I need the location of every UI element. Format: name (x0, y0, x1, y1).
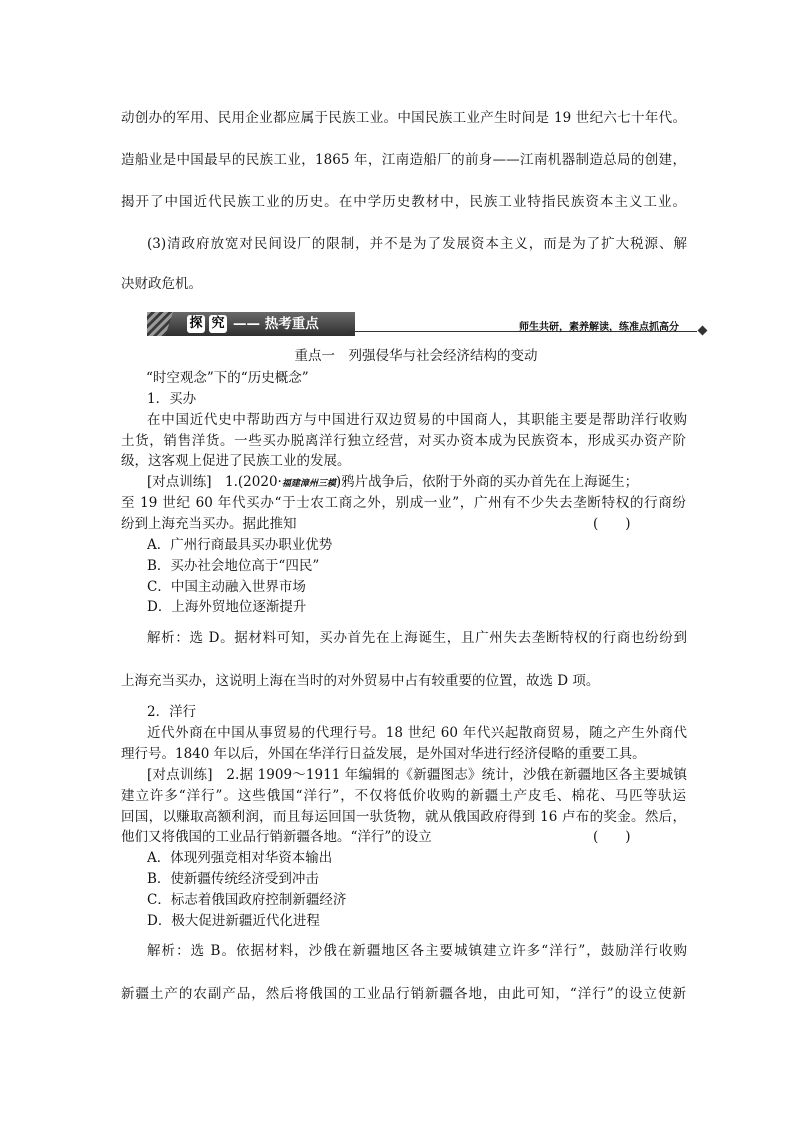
answer-analysis-line: 解析：选 B。依据材料，沙俄在新疆地区各主要城镇建立许多“洋行”，鼓励洋行收购 (147, 943, 687, 959)
question-stem-line: 至 19 世纪 60 年代买办“于士农工商之外，别成一业”，广州有不少失去垄断特权的行商纷 (121, 495, 686, 511)
option-d: D．极大促进新疆近代化进程 (147, 913, 320, 929)
question-stem-line (147, 472, 687, 494)
option-a: A．广州行商最具买办职业优势 (147, 537, 333, 553)
question-stem-line: 建立许多“洋行”。这些俄国“洋行”，不仅将低价收购的新疆土产皮毛、棉花、马匹等驮运 (121, 788, 686, 804)
banner-badge-1: 探 (187, 315, 205, 333)
option-d: D．上海外贸地位逐渐提升 (147, 599, 307, 615)
option-b: B．买办社会地位高于“四民” (147, 558, 320, 574)
question-prefix: [对点训练] 1.(2020· (147, 474, 282, 490)
item-desc-line: 近代外商在中国从事贸易的代理行号。18 世纪 60 年代兴起散商贸易，随之产生外商代 (147, 725, 687, 741)
text-line: 动创办的军用、民用企业都应属于民族工业。中国民族工业产生时间是 19 世纪六七十年代。 (121, 110, 686, 126)
answer-analysis-line: 新疆土产的农副产品，然后将俄国的工业品行销新疆各地，由此可知，“洋行”的设立使新 (121, 986, 686, 1002)
text-line: 揭开了中国近代民族工业的历史。在中学历史教材中，民族工业特指民族资本主义工业。 (121, 194, 686, 210)
diamond-icon (698, 326, 708, 336)
text-line: 造船业是中国最早的民族工业，1865 年，江南造船厂的前身——江南机器制造总局的创建， (121, 152, 686, 168)
option-b: B．使新疆传统经济受到冲击 (147, 871, 319, 887)
option-c: C．中国主动融入世界市场 (147, 579, 306, 595)
question-stem-line: [对点训练] 2.据 1909～1911 年编辑的《新疆图志》统计，沙俄在新疆地区各主要城镇 (147, 767, 687, 783)
banner-badge-2: 究 (209, 315, 227, 333)
item-desc-line: 在中国近代史中帮助西方与中国进行双边贸易的中国商人，其职能主要是帮助洋行收购 (147, 412, 687, 428)
question-stem-line: 纷到上海充当买办。据此推知 (121, 516, 297, 532)
text-line: 决财政危机。 (121, 276, 202, 292)
item-desc-line: 土货，销售洋货。一些买办脱离洋行独立经营，对买办资本成为民族资本，形成买办资产阶 (121, 433, 686, 449)
text-line: (3)清政府放宽对民间设厂的限制，并不是为了发展资本主义，而是为了扩大税源、解 (147, 236, 687, 252)
answer-blank: ( ) (593, 829, 631, 845)
item-title: 1．买办 (147, 391, 197, 407)
item-title: 2．洋行 (147, 704, 197, 720)
question-source: 福建漳州三模 (281, 479, 336, 489)
answer-analysis-line: 上海充当买办，这说明上海在当时的对外贸易中占有较重要的位置，故选 D 项。 (121, 673, 600, 689)
item-desc-line: 级，这客观上促进了民族工业的发展。 (121, 453, 351, 469)
question-rest: )鸦片战争后，依附于外商的买办首先在上海诞生； (335, 474, 639, 490)
banner-title: —— 热考重点 (233, 316, 319, 332)
section-subheading: “时空观念”下的“历史概念” (146, 370, 309, 386)
answer-analysis-line: 解析：选 D。据材料可知，买办首先在上海诞生，且广州失去垄断特权的行商也纷纷到 (147, 630, 687, 646)
banner-slogan: 师生共研，素养解读，练准点抓高分 (519, 322, 679, 333)
question-stem-line: 回国，以赚取高额利润，而且每运回国一驮货物，就从俄国政府得到 16 卢布的奖金。然后， (121, 809, 686, 825)
option-a: A．体现列强竞相对华资本输出 (147, 850, 333, 866)
question-stem-line: 他们又将俄国的工业品行销新疆各地。“洋行”的设立 (121, 829, 432, 845)
item-desc-line: 理行号。1840 年以后，外国在华洋行日益发展，是外国对华进行经济侵略的重要工具。 (121, 746, 646, 762)
section-banner (147, 312, 707, 336)
answer-blank: ( ) (593, 516, 631, 532)
section-heading: 重点一 列强侵华与社会经济结构的变动 (294, 348, 538, 364)
option-c: C．标志着俄国政府控制新疆经济 (147, 892, 347, 908)
